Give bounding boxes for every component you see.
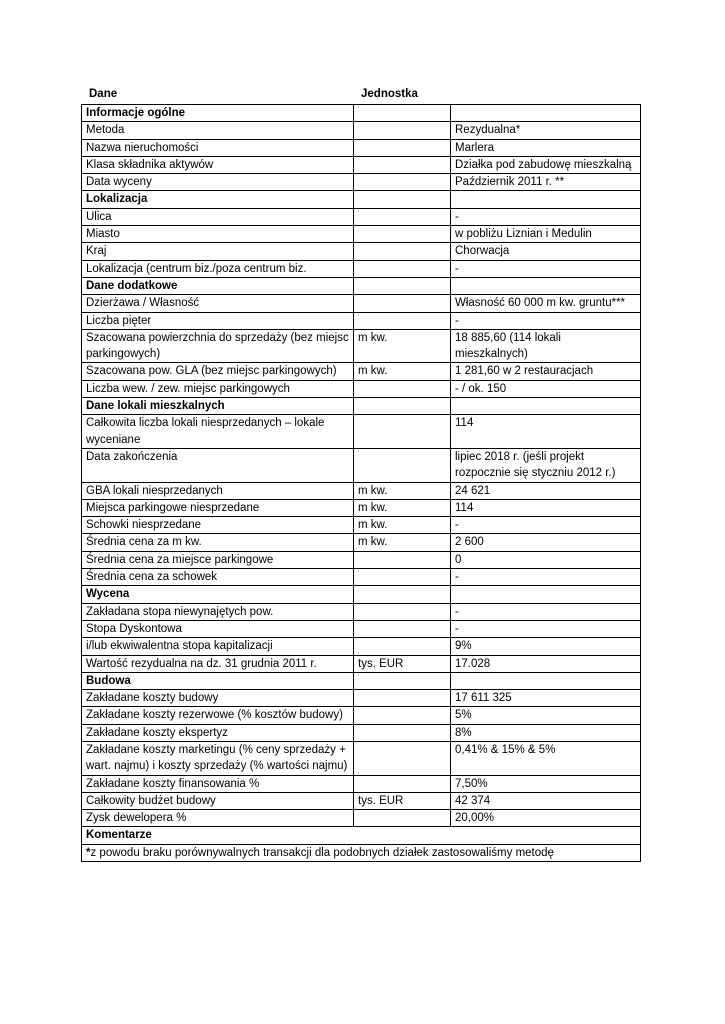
row-value: 7,50% (451, 775, 641, 792)
table-row (82, 620, 641, 637)
section-row (82, 191, 641, 208)
row-unit (354, 122, 451, 139)
row-value: - (451, 208, 641, 225)
row-unit: m kw. (354, 363, 451, 380)
comments-title: Komentarze (82, 827, 641, 844)
row-value: 18 885,60 (114 lokali mieszkalnych) (451, 329, 641, 363)
row-value: 17.028 (451, 655, 641, 672)
section-title: Lokalizacja (82, 191, 354, 208)
row-unit (354, 243, 451, 260)
table-header (85, 88, 640, 104)
section-title: Informacje ogólne (82, 105, 354, 122)
row-label: Zakładane koszty marketingu (% ceny sprzedaży + wart. najmu) i koszty sprzedaży (% wartości najmu) (82, 741, 354, 775)
row-unit (354, 139, 451, 156)
section-row (82, 277, 641, 294)
row-value: 114 (451, 415, 641, 449)
row-label: Zysk dewelopera % (82, 810, 354, 827)
header-jednostka: Jednostka (361, 88, 418, 100)
row-value: 8% (451, 724, 641, 741)
section-value-cell (451, 398, 641, 415)
comments-header-row (82, 827, 641, 844)
section-row (82, 672, 641, 689)
table-row (82, 551, 641, 568)
row-unit (354, 226, 451, 243)
row-value: 17 611 325 (451, 690, 641, 707)
row-unit (354, 295, 451, 312)
row-unit (354, 724, 451, 741)
row-unit (354, 603, 451, 620)
row-label: Ulica (82, 208, 354, 225)
row-value: Marlera (451, 139, 641, 156)
table-row (82, 156, 641, 173)
row-label: Klasa składnika aktywów (82, 156, 354, 173)
table-row (82, 569, 641, 586)
row-unit: m kw. (354, 499, 451, 516)
row-label: Zakładane koszty finansowania % (82, 775, 354, 792)
section-value-cell (451, 586, 641, 603)
row-unit: tys. EUR (354, 792, 451, 809)
table-row (82, 655, 641, 672)
table-row (82, 707, 641, 724)
table-row (82, 295, 641, 312)
row-label: Całkowita liczba lokali niesprzedanych – lokale wyceniane (82, 415, 354, 449)
comments-cell (82, 844, 641, 861)
row-label: Zakładane koszty ekspertyz (82, 724, 354, 741)
row-label: Kraj (82, 243, 354, 260)
section-row (82, 105, 641, 122)
row-label: Nazwa nieruchomości (82, 139, 354, 156)
row-unit (354, 551, 451, 568)
table-row (82, 603, 641, 620)
row-value: 0 (451, 551, 641, 568)
row-unit (354, 208, 451, 225)
section-unit-cell (354, 105, 451, 122)
row-value: 5% (451, 707, 641, 724)
row-unit (354, 312, 451, 329)
row-unit (354, 156, 451, 173)
row-value: - (451, 312, 641, 329)
row-value: w pobliżu Liznian i Medulin (451, 226, 641, 243)
table-row (82, 638, 641, 655)
table-row (82, 139, 641, 156)
row-label: Szacowana pow. GLA (bez miejsc parkingowych) (82, 363, 354, 380)
row-label: GBA lokali niesprzedanych (82, 482, 354, 499)
section-unit-cell (354, 277, 451, 294)
row-label: Zakładana stopa niewynajętych pow. (82, 603, 354, 620)
table-row (82, 741, 641, 775)
section-value-cell (451, 105, 641, 122)
section-value-cell (451, 277, 641, 294)
table-row (82, 415, 641, 449)
row-value: 20,00% (451, 810, 641, 827)
row-label: Data zakończenia (82, 448, 354, 482)
section-unit-cell (354, 398, 451, 415)
row-value: - (451, 603, 641, 620)
row-value: - (451, 260, 641, 277)
row-value: Chorwacja (451, 243, 641, 260)
table-row (82, 122, 641, 139)
row-value: 2 600 (451, 534, 641, 551)
section-value-cell (451, 191, 641, 208)
table-row (82, 380, 641, 397)
table-row (82, 448, 641, 482)
row-value: 24 621 (451, 482, 641, 499)
row-label: Całkowity budżet budowy (82, 792, 354, 809)
row-value: Rezydualna* (451, 122, 641, 139)
row-unit (354, 620, 451, 637)
row-label: Lokalizacja (centrum biz./poza centrum biz. (82, 260, 354, 277)
row-value: - / ok. 150 (451, 380, 641, 397)
row-value: lipiec 2018 r. (jeśli projekt rozpocznie się styczniu 2012 r.) (451, 448, 641, 482)
row-unit (354, 174, 451, 191)
row-label: Liczba pięter (82, 312, 354, 329)
row-label: Średnia cena za schowek (82, 569, 354, 586)
row-value: - (451, 569, 641, 586)
row-value: 114 (451, 499, 641, 516)
section-row (82, 586, 641, 603)
row-label: Metoda (82, 122, 354, 139)
row-unit (354, 415, 451, 449)
comment-text: z powodu braku porównywalnych transakcji dla podobnych działek zastosowaliśmy metodę (90, 846, 554, 859)
row-unit (354, 260, 451, 277)
row-unit (354, 810, 451, 827)
row-unit (354, 380, 451, 397)
section-title: Dane dodatkowe (82, 277, 354, 294)
row-label: i/lub ekwiwalentna stopa kapitalizacji (82, 638, 354, 655)
row-value: 0,41% & 15% & 5% (451, 741, 641, 775)
table-row (82, 724, 641, 741)
section-title: Wycena (82, 586, 354, 603)
table-row (82, 312, 641, 329)
row-value: Działka pod zabudowę mieszkalną (451, 156, 641, 173)
row-label: Dzierżawa / Własność (82, 295, 354, 312)
table-row (82, 810, 641, 827)
row-label: Wartość rezydualna na dz. 31 grudnia 2011 r. (82, 655, 354, 672)
section-title: Budowa (82, 672, 354, 689)
comments-row (82, 844, 641, 861)
row-label: Schowki niesprzedane (82, 517, 354, 534)
row-label: Liczba wew. / zew. miejsc parkingowych (82, 380, 354, 397)
header-dane: Dane (89, 88, 118, 100)
row-label: Zakładane koszty rezerwowe (% kosztów budowy) (82, 707, 354, 724)
row-unit: m kw. (354, 517, 451, 534)
row-label: Data wyceny (82, 174, 354, 191)
row-unit (354, 690, 451, 707)
table-row (82, 226, 641, 243)
table-row (82, 482, 641, 499)
row-label: Zakładane koszty budowy (82, 690, 354, 707)
table-row (82, 208, 641, 225)
table-row (82, 174, 641, 191)
row-unit: m kw. (354, 482, 451, 499)
row-unit (354, 775, 451, 792)
table-row (82, 499, 641, 516)
row-label: Miejsca parkingowe niesprzedane (82, 499, 354, 516)
row-value: 42 374 (451, 792, 641, 809)
section-title: Dane lokali mieszkalnych (82, 398, 354, 415)
row-label: Miasto (82, 226, 354, 243)
table-row (82, 517, 641, 534)
row-value: Październik 2011 r. ** (451, 174, 641, 191)
table-row (82, 363, 641, 380)
section-unit-cell (354, 672, 451, 689)
table-row (82, 329, 641, 363)
row-value: 1 281,60 w 2 restauracjach (451, 363, 641, 380)
table-row (82, 775, 641, 792)
row-label: Stopa Dyskontowa (82, 620, 354, 637)
row-label: Średnia cena za m kw. (82, 534, 354, 551)
section-value-cell (451, 672, 641, 689)
row-value: Własność 60 000 m kw. gruntu*** (451, 295, 641, 312)
row-value: - (451, 620, 641, 637)
table-row (82, 260, 641, 277)
table-row (82, 792, 641, 809)
valuation-table (81, 104, 641, 862)
row-value: - (451, 517, 641, 534)
row-label: Średnia cena za miejsce parkingowe (82, 551, 354, 568)
row-unit (354, 741, 451, 775)
section-row (82, 398, 641, 415)
row-unit (354, 638, 451, 655)
row-unit (354, 569, 451, 586)
row-unit (354, 707, 451, 724)
row-unit (354, 448, 451, 482)
row-unit: m kw. (354, 534, 451, 551)
comment-asterisk: * (86, 846, 91, 859)
table-row (82, 243, 641, 260)
table-row (82, 690, 641, 707)
table-row (82, 534, 641, 551)
row-value: 9% (451, 638, 641, 655)
section-unit-cell (354, 191, 451, 208)
row-unit: m kw. (354, 329, 451, 363)
section-unit-cell (354, 586, 451, 603)
row-label: Szacowana powierzchnia do sprzedaży (bez miejsc parkingowych) (82, 329, 354, 363)
row-unit: tys. EUR (354, 655, 451, 672)
